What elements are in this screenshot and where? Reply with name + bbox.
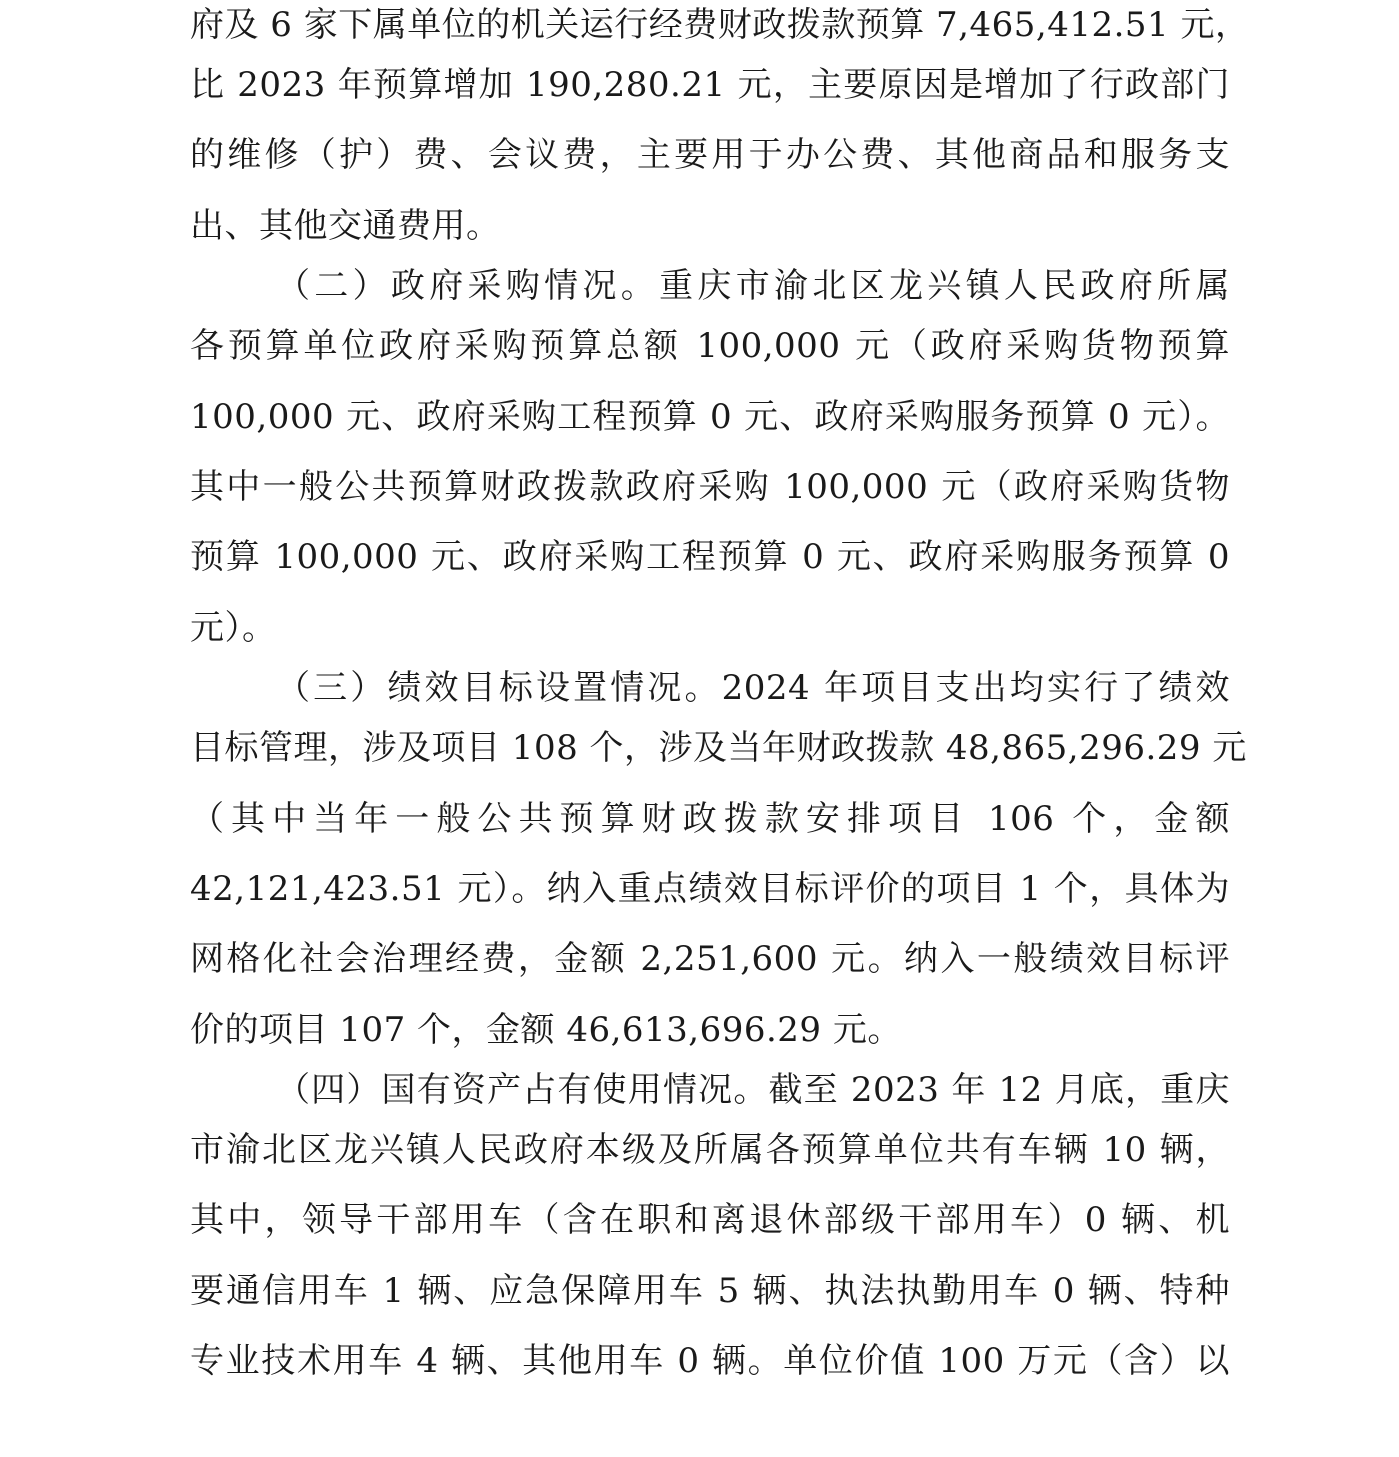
text-line: （其中当年一般公共预算财政拨款安排项目 106 个，金额 (190, 798, 1230, 839)
text-line: 各预算单位政府采购预算总额 100,000 元（政府采购货物预算 (190, 326, 1230, 367)
document-body (190, 0, 1250, 1397)
text-line: （四）国有资产占有使用情况。截至 2023 年 12 月底，重庆 (276, 1070, 1230, 1111)
text-line: 其中一般公共预算财政拨款政府采购 100,000 元（政府采购货物 (190, 466, 1230, 507)
text-line: 其中，领导干部用车（含在职和离退休部级干部用车）0 辆、机 (190, 1200, 1230, 1241)
paragraph-performance (190, 663, 1247, 1065)
text-line: 比 2023 年预算增加 190,280.21 元，主要原因是增加了行政部门 (190, 65, 1230, 105)
text-line: 价的项目 107 个，金额 46,613,696.29 元。 (190, 1009, 902, 1050)
text-line: 要通信用车 1 辆、应急保障用车 5 辆、执法执勤用车 0 辆、特种 (190, 1270, 1230, 1311)
text-line: （三）绩效目标设置情况。2024 年项目支出均实行了绩效 (276, 668, 1230, 709)
paragraph-procurement (190, 261, 1230, 663)
text-line: 网格化社会治理经费，金额 2,251,600 元。纳入一般绩效目标评 (190, 939, 1230, 980)
text-line: （二）政府采购情况。重庆市渝北区龙兴镇人民政府所属 (276, 266, 1230, 307)
text-line: 府及 6 家下属单位的机关运行经费财政拨款预算 7,465,412.51 元， (190, 5, 1250, 45)
text-line: 元）。 (190, 607, 277, 648)
paragraph-assets (190, 1065, 1230, 1397)
text-line: 的维修（护）费、会议费，主要用于办公费、其他商品和服务支 (190, 135, 1230, 176)
text-line: 42,121,423.51 元）。纳入重点绩效目标评价的项目 1 个，具体为 (190, 868, 1230, 909)
text-line: 出、其他交通费用。 (190, 205, 501, 246)
text-line: 目标管理，涉及项目 108 个，涉及当年财政拨款 48,865,296.29 元 (190, 728, 1247, 769)
paragraph-budget-continuation (190, 0, 1250, 261)
text-line: 市渝北区龙兴镇人民政府本级及所属各预算单位共有车辆 10 辆， (190, 1130, 1230, 1171)
text-line: 专业技术用车 4 辆、其他用车 0 辆。单位价值 100 万元（含）以 (190, 1341, 1230, 1382)
text-line: 100,000 元、政府采购工程预算 0 元、政府采购服务预算 0 元）。 (190, 396, 1230, 437)
text-line: 预算 100,000 元、政府采购工程预算 0 元、政府采购服务预算 0 (190, 537, 1230, 578)
